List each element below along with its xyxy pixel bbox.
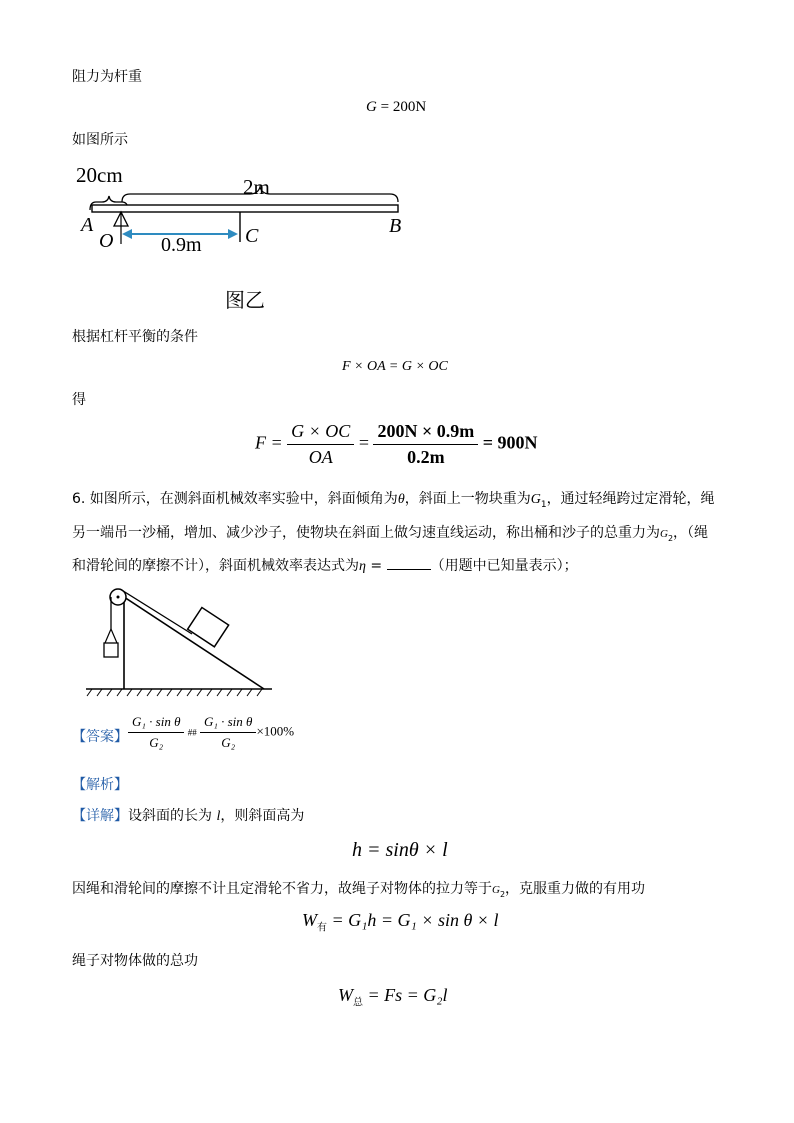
label-0-9m: 0.9m	[161, 234, 202, 256]
label-A: A	[81, 214, 94, 236]
W-useful-sub: 有	[317, 922, 327, 934]
label-20cm: 20cm	[76, 163, 123, 187]
eq-G-rhs: 200N	[392, 99, 427, 115]
eq-G-eq: =	[376, 99, 393, 115]
eta-symbol: η	[359, 559, 366, 574]
G2-sub: 2	[667, 533, 674, 543]
text-total-work: 绳子对物体做的总功	[72, 953, 198, 969]
answer-num2: G₁ · sin θ	[200, 714, 256, 733]
friction-G2: G	[492, 884, 500, 896]
question6-line1	[72, 490, 715, 514]
text-as-shown: 如图所示	[72, 132, 128, 148]
analysis-label-text: 【解析】	[72, 777, 128, 793]
answer-frac2	[200, 714, 256, 751]
friction-text-b: ，克服重力做的有用功	[505, 881, 646, 897]
equation-G	[366, 99, 426, 116]
friction-text-a: 因绳和滑轮间的摩擦不计且定滑轮不省力，故绳子对物体的拉力等于	[72, 881, 492, 897]
W-total-rest: = Fs = G₂l	[363, 985, 448, 1005]
frac2-den: 0.2m	[407, 447, 445, 467]
theta-symbol: θ	[397, 492, 405, 507]
label-B: B	[389, 215, 402, 237]
fraction-GOC-OA	[287, 421, 354, 468]
W-useful-rest: = G₁h = G₁ × sin θ × l	[327, 910, 499, 930]
eq-G-lhs: G	[366, 99, 377, 115]
detail-line	[72, 807, 304, 826]
G1-sub: 1	[540, 499, 547, 510]
equation-balance: F × OA = G × OC	[342, 359, 448, 374]
arrow-head-right	[228, 229, 238, 239]
pulley-axle	[117, 596, 120, 599]
text-resistance: 阻力为杆重	[72, 69, 142, 85]
W-total-symbol: W	[338, 985, 353, 1005]
q6-l2b: ，（绳	[673, 525, 709, 541]
q6-l3a: 和滑轮间的摩擦不计），斜面机械效率表达式为	[72, 558, 359, 574]
eq-F-result: = 900N	[482, 432, 538, 453]
answer-blank	[387, 557, 431, 570]
equation-W-useful	[302, 910, 498, 934]
frac1-den: OA	[308, 447, 333, 467]
q6-l1c: ，通过轻绳跨过定滑轮，绳	[546, 491, 715, 507]
equation-W-total	[338, 985, 448, 1009]
answer-frac1	[128, 714, 184, 751]
friction-G2-sub: 2	[499, 889, 506, 899]
eq-F-lhs: F =	[255, 432, 283, 453]
text-balance-condition: 根据杠杆平衡的条件	[72, 329, 198, 345]
frac2-num: 200N × 0.9m	[373, 421, 478, 445]
var-l: l	[216, 809, 221, 824]
q6-l2a: 另一端吊一沙桶，增加、减少沙子，使物块在斜面上做匀速直线运动，称出桶和沙子的总重力为	[72, 525, 660, 541]
detail-prefix: 【详解】	[72, 808, 128, 824]
block	[188, 607, 229, 646]
answer-suffix: ×100%	[256, 723, 295, 739]
W-useful-symbol: W	[302, 910, 317, 930]
analysis-label	[72, 776, 128, 794]
incline-diagram	[84, 583, 274, 703]
q6-l1b: ，斜面上一物块重为	[404, 491, 531, 507]
equation-h: h = sinθ × l	[352, 839, 448, 861]
q6-l3b: =	[365, 558, 387, 574]
G2-symbol: G	[660, 528, 668, 540]
answer-num1: G₁ · sin θ	[128, 714, 184, 733]
q6-l1a: 6. 如图所示，在测斜面机械效率实验中，斜面倾角为	[72, 491, 398, 507]
question6-line2	[72, 524, 708, 548]
bucket-hanger	[105, 629, 117, 643]
answer-expression	[128, 714, 294, 751]
question6-line3	[72, 557, 578, 576]
answer-den2: G₂	[221, 735, 236, 750]
W-total-sub: 总	[353, 997, 363, 1009]
detail-text-a: 设斜面的长为	[128, 808, 212, 824]
text-get: 得	[72, 392, 86, 408]
answer-sep: ##	[187, 727, 197, 738]
incline-surface	[124, 597, 264, 689]
frac1-num: G × OC	[287, 421, 354, 445]
equation-F	[255, 421, 537, 468]
rod	[92, 205, 398, 212]
answer-den1: G₂	[149, 735, 164, 750]
ground-hatch	[87, 689, 262, 696]
label-O: O	[99, 230, 114, 252]
answer-label-text: 【答案】	[72, 729, 128, 745]
answer-label	[72, 728, 128, 746]
figure-caption: 图乙	[225, 288, 265, 312]
detail-text-b: ，则斜面高为	[220, 808, 305, 824]
fraction-values	[373, 421, 478, 468]
rope-incline	[120, 589, 192, 634]
friction-line	[72, 880, 645, 904]
label-2m: 2m	[243, 175, 270, 199]
q6-l3c: （用题中已知量表示）；	[430, 558, 578, 574]
G1-symbol: G	[530, 492, 541, 507]
arrow-head-left	[122, 229, 132, 239]
eq-F-eq2: =	[358, 432, 369, 453]
sand-bucket	[104, 643, 118, 657]
label-C: C	[245, 225, 259, 247]
